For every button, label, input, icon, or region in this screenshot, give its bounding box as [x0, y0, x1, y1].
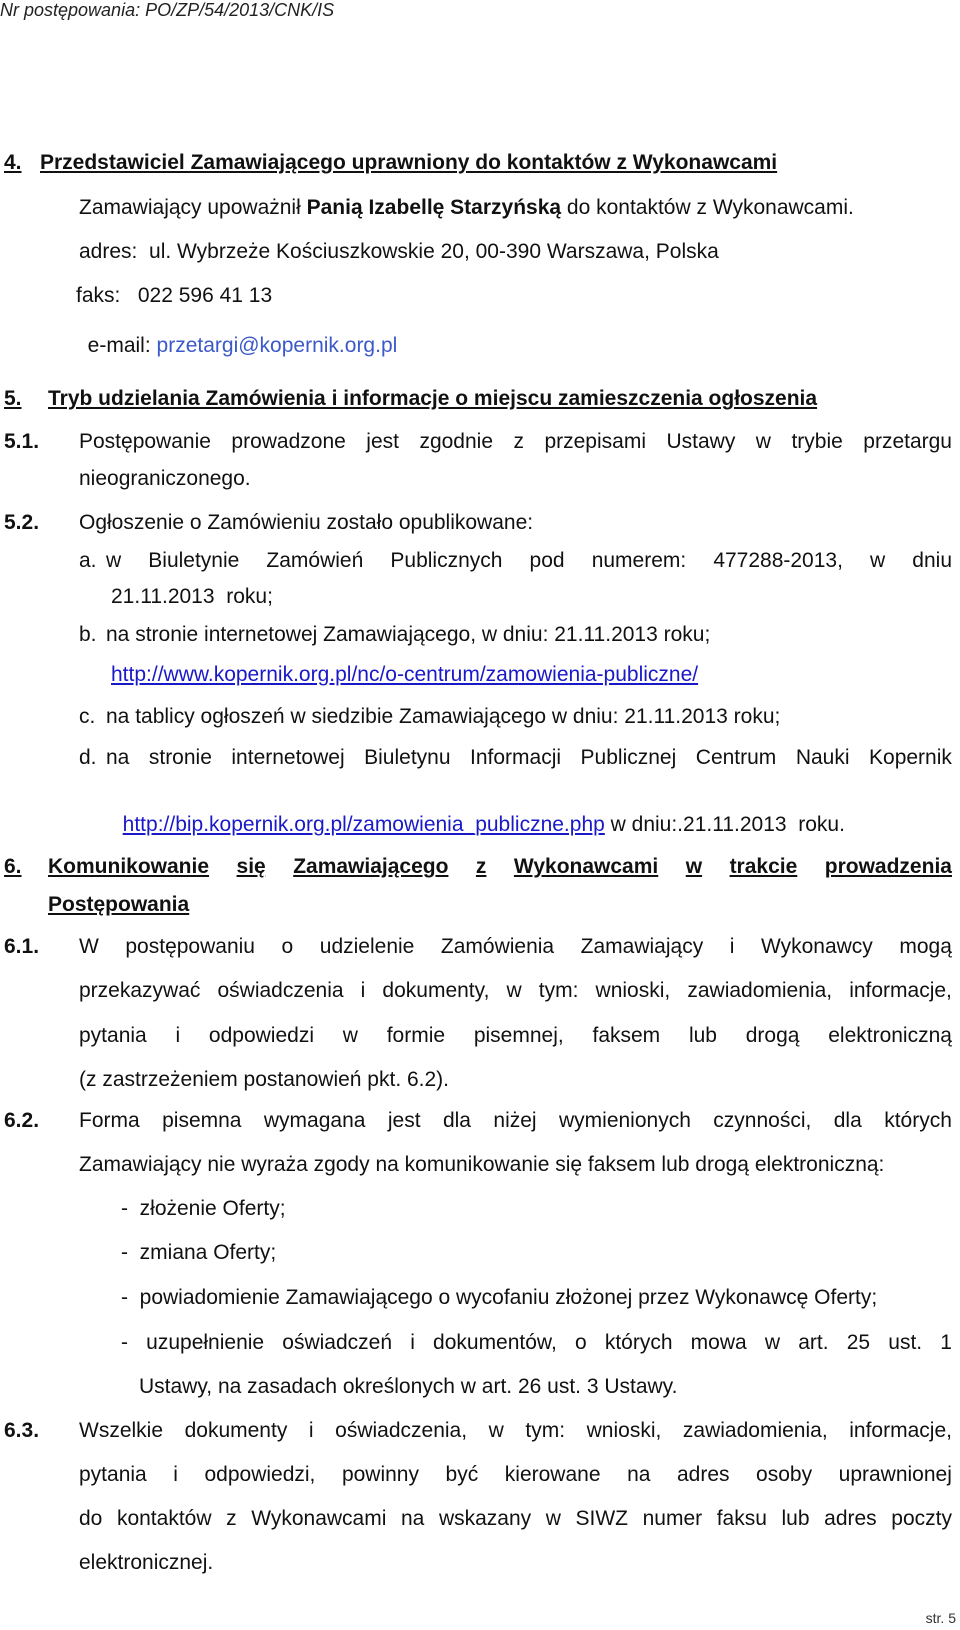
point-6-3-line-3: [79, 1506, 952, 1532]
word: faksem: [592, 1024, 661, 1047]
word: jest: [366, 430, 399, 453]
word: Biuletynu: [364, 746, 451, 769]
word: się: [236, 855, 266, 878]
word: wskazany: [438, 1507, 532, 1530]
word: Wykonawcami: [251, 1507, 387, 1530]
word: 477288-2013,: [713, 549, 843, 572]
point-6-1-line-1: [79, 934, 952, 960]
contact-person-name: Panią Izabellę Starzyńską: [306, 196, 562, 219]
word: Wszelkie: [79, 1419, 164, 1442]
word: drogą: [745, 1024, 800, 1047]
item-d-link[interactable]: http://bip.kopernik.org.pl/zamowienia_publiczne.php: [122, 813, 605, 836]
word: wymienionych: [559, 1109, 691, 1132]
word: niżej: [493, 1109, 537, 1132]
word: w: [870, 549, 886, 572]
word: numerem:: [591, 549, 687, 572]
word: do: [79, 1507, 103, 1530]
item-d-line-1: [106, 745, 952, 771]
point-6-3-line-4: elektronicznej.: [79, 1551, 214, 1574]
word: o: [574, 1331, 587, 1354]
word: zgodnie: [419, 430, 494, 453]
word: Kopernik: [869, 746, 952, 769]
word: Wykonawcami: [513, 855, 659, 878]
email-link[interactable]: przetargi@kopernik.org.pl: [156, 334, 398, 357]
point-5-1-line-2: nieograniczonego.: [79, 467, 251, 490]
word: kontaktów: [116, 1507, 212, 1530]
page-number: str. 5: [925, 1610, 956, 1626]
word: adres: [676, 1463, 730, 1486]
word: internetowej: [231, 746, 345, 769]
word: na: [627, 1463, 651, 1486]
word: dniu: [912, 549, 952, 572]
word: w: [545, 1507, 561, 1530]
section-5-title: Tryb udzielania Zamówienia i informacje o miejscu zamieszczenia ogłoszenia: [48, 387, 818, 410]
word: uzupełnienie: [146, 1331, 265, 1354]
point-6-3-number: 6.3.: [4, 1419, 40, 1442]
fax-line: faks: 022 596 41 13: [76, 284, 273, 307]
section-6-number: 6.: [4, 855, 22, 878]
word: trybie: [791, 430, 843, 453]
item-c-text: na tablicy ogłoszeń w siedzibie Zamawiającego w dniu: 21.11.2013 roku;: [106, 705, 781, 728]
word: dokumenty: [184, 1419, 288, 1442]
dash-item-3: - powiadomienie Zamawiającego o wycofaniu złożonej przez Wykonawcę Oferty;: [121, 1286, 878, 1309]
point-5-2-text: Ogłoszenie o Zamówieniu zostało opublikowane:: [79, 511, 534, 534]
word: których: [884, 1109, 952, 1132]
word: informacje,: [849, 979, 952, 1002]
address-line: adres: ul. Wybrzeże Kościuszkowskie 20, 00-390 Warszawa, Polska: [79, 240, 719, 263]
word: których: [604, 1331, 673, 1354]
word: Centrum: [695, 746, 777, 769]
word: 1: [940, 1331, 952, 1354]
word: i: [175, 1024, 181, 1047]
word: osoby: [756, 1463, 813, 1486]
dash-item-1: - złożenie Oferty;: [121, 1197, 286, 1220]
word: zawiadomienia,: [682, 1419, 828, 1442]
word: informacje,: [849, 1419, 952, 1442]
proceeding-number-header: Nr postępowania: PO/ZP/54/2013/CNK/IS: [0, 0, 335, 20]
word: pytania: [79, 1463, 147, 1486]
word: Komunikowanie: [48, 855, 210, 878]
item-d-letter: d.: [79, 746, 97, 769]
word: faksu: [716, 1507, 767, 1530]
word: z: [475, 855, 487, 878]
item-b-text: na stronie internetowej Zamawiającego, w dniu: 21.11.2013 roku;: [106, 623, 711, 646]
word: lub: [781, 1507, 810, 1530]
word: Forma: [79, 1109, 140, 1132]
word: Zamawiającego: [293, 855, 449, 878]
word: w: [755, 430, 771, 453]
word: uprawnionej: [838, 1463, 952, 1486]
word: z: [513, 430, 524, 453]
word: Wykonawcy: [760, 935, 873, 958]
word: dokumentów,: [433, 1331, 557, 1354]
word: lub: [688, 1024, 717, 1047]
word: W: [79, 935, 99, 958]
word: w: [685, 855, 703, 878]
point-6-2-number: 6.2.: [4, 1109, 40, 1132]
word: prowadzone: [231, 430, 346, 453]
word: oświadczenia,: [335, 1419, 468, 1442]
word: oświadczenia: [217, 979, 344, 1002]
section-6-title-line-1: [48, 854, 952, 880]
point-6-3-line-1: [79, 1418, 952, 1444]
point-6-1-line-2: [79, 978, 952, 1004]
email-label: e-mail:: [87, 334, 157, 357]
contact-person-line: [79, 195, 854, 221]
word: pod: [529, 549, 565, 572]
word: adres: [824, 1507, 877, 1530]
word: kierowane: [504, 1463, 601, 1486]
word: odpowiedzi: [208, 1024, 314, 1047]
word: prowadzenia: [824, 855, 952, 878]
dash-item-4-line-2: Ustawy, na zasadach określonych w art. 26 ust. 3 Ustawy.: [139, 1375, 678, 1398]
word: formie: [386, 1024, 446, 1047]
word: art.: [798, 1331, 829, 1354]
word: SIWZ: [575, 1507, 628, 1530]
word: w: [106, 549, 122, 572]
word: wnioski,: [586, 1419, 662, 1442]
word: mowa: [690, 1331, 747, 1354]
word: oświadczeń: [282, 1331, 393, 1354]
word: i: [729, 935, 735, 958]
word: na: [400, 1507, 425, 1530]
word: numer: [642, 1507, 703, 1530]
word: tym:: [525, 1419, 566, 1442]
word: wnioski,: [595, 979, 671, 1002]
item-d-line-2: [111, 786, 845, 838]
word: w: [488, 1419, 504, 1442]
item-b-letter: b.: [79, 623, 97, 646]
dash-item-4-line-1: [121, 1330, 952, 1356]
dash-item-2: - zmiana Oferty;: [121, 1241, 277, 1264]
item-c-letter: c.: [79, 705, 96, 728]
point-5-1-number: 5.1.: [4, 430, 40, 453]
word: czynności,: [713, 1109, 812, 1132]
word: pisemna: [162, 1109, 242, 1132]
word: w: [764, 1331, 781, 1354]
word: dokumenty,: [382, 979, 490, 1002]
item-a-line-1: [106, 548, 952, 574]
word: pisemnej,: [473, 1024, 564, 1047]
point-6-1-line-4: (z zastrzeżeniem postanowień pkt. 6.2).: [79, 1068, 450, 1091]
point-6-2-line-2: Zamawiający nie wyraża zgody na komunikowanie się faksem lub drogą elektroniczną:: [79, 1153, 885, 1176]
word: zawiadomienia,: [687, 979, 833, 1002]
point-6-2-line-1: [79, 1108, 952, 1134]
word: Ustawy: [666, 430, 736, 453]
word: wymagana: [263, 1109, 366, 1132]
word: 25: [846, 1331, 871, 1354]
word: i: [360, 979, 366, 1002]
section-5-number: 5.: [4, 387, 22, 410]
word: trakcie: [729, 855, 798, 878]
item-a-line-2: 21.11.2013 roku;: [111, 585, 273, 608]
word: przekazywać: [79, 979, 201, 1002]
word: w: [506, 979, 522, 1002]
word: Nauki: [795, 746, 850, 769]
point-5-1-line-1: [79, 429, 952, 455]
word: i: [410, 1331, 415, 1354]
contact-text-1: Zamawiający upoważnił: [79, 196, 307, 219]
word: o: [281, 935, 294, 958]
word: udzielenie: [319, 935, 415, 958]
word: na: [106, 746, 130, 769]
item-d-date: w dniu:.21.11.2013 roku.: [604, 813, 845, 836]
word: Zamawiający: [580, 935, 704, 958]
word: powinny: [341, 1463, 419, 1486]
word: Informacji: [470, 746, 562, 769]
item-a-letter: a.: [79, 549, 97, 572]
section-6-title-line-2: Postępowania: [48, 893, 190, 916]
word: Zamówienia: [440, 935, 555, 958]
section-4-title: Przedstawiciel Zamawiającego uprawniony do kontaktów z Wykonawcami: [40, 151, 778, 174]
word: tym:: [538, 979, 579, 1002]
word: ust.: [888, 1331, 923, 1354]
word: i: [308, 1419, 314, 1442]
word: przetargu: [863, 430, 952, 453]
word: mogą: [899, 935, 952, 958]
word: w: [342, 1024, 358, 1047]
point-6-3-line-2: [79, 1462, 952, 1488]
word: Biuletynie: [148, 549, 240, 572]
word: stronie: [148, 746, 212, 769]
item-b-link[interactable]: http://www.kopernik.org.pl/nc/o-centrum/zamowienia-publiczne/: [111, 663, 699, 686]
point-6-1-line-3: [79, 1023, 952, 1049]
word: być: [445, 1463, 479, 1486]
word: pytania: [79, 1024, 147, 1047]
word: Publicznej: [580, 746, 677, 769]
point-6-1-number: 6.1.: [4, 935, 40, 958]
word: i: [173, 1463, 178, 1486]
contact-text-2: do kontaktów z Wykonawcami.: [561, 196, 854, 219]
word: dla: [833, 1109, 862, 1132]
word: z: [226, 1507, 237, 1530]
word: Zamówień: [266, 549, 364, 572]
word: -: [121, 1331, 128, 1354]
word: elektroniczną: [828, 1024, 952, 1047]
email-line: [76, 307, 397, 359]
word: przepisami: [544, 430, 646, 453]
word: dla: [442, 1109, 471, 1132]
word: poczty: [891, 1507, 952, 1530]
word: postępowaniu: [125, 935, 255, 958]
word: Publicznych: [390, 549, 503, 572]
word: Postępowanie: [79, 430, 211, 453]
point-5-2-number: 5.2.: [4, 511, 40, 534]
word: jest: [387, 1109, 421, 1132]
word: odpowiedzi,: [204, 1463, 316, 1486]
section-4-number: 4.: [4, 151, 22, 174]
